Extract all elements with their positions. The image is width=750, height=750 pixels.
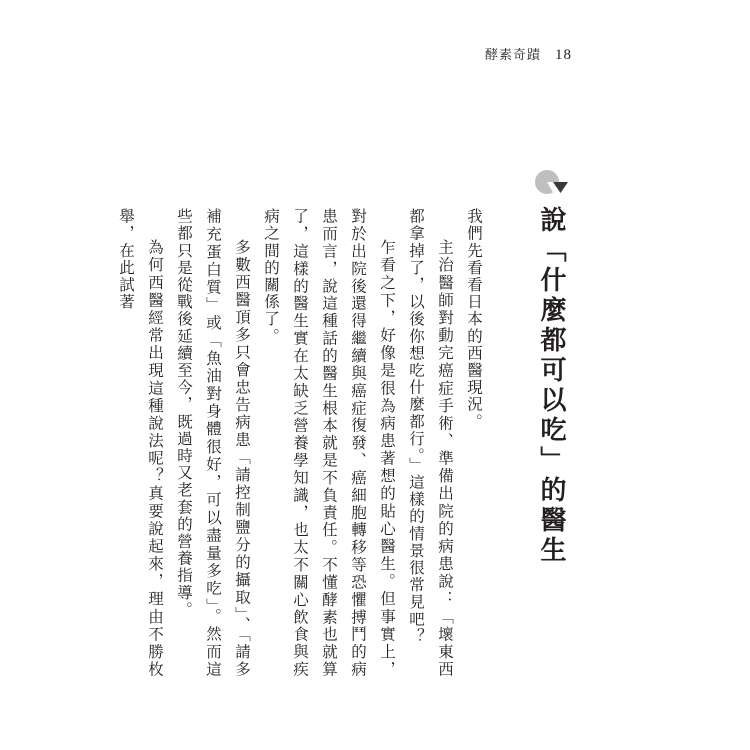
paragraph: 乍看之下，好像是很為病患著想的貼心醫生。但事實上，對於出院後還得繼續與癌症復發、癌細胞轉移等恐懼搏鬥的病患而言，說這種話的醫生根本就是不負責任。不懂酵素也就算了，這樣的醫生實在太缺乏營養學知識，也太不關心飲食與疾病之間的關係了。 — [262, 208, 396, 678]
paragraph: 主治醫師對動完癌症手術、準備出院的病患說：「壞東西都拿掉了，以後你想吃什麼都行。」這樣的情景很常見吧？ — [407, 208, 454, 678]
body-text — [117, 208, 488, 678]
page-number: 18 — [555, 47, 572, 63]
chapter-heading: 說「什麼都可以吃」的醫生 — [536, 206, 566, 566]
book-title: 酵素奇蹟 — [484, 48, 541, 63]
paragraph: 多數西醫頂多只會忠告病患「請控制鹽分的攝取」、「請多補充蛋白質」或「魚油對身體很好，可以盡量多吃」。然而這些都只是從戰後延續至今，既過時又老套的營養指導。 — [175, 208, 251, 678]
paragraph: 為何西醫經常出現這種說法呢？真要說起來，理由不勝枚舉，在此試著 — [117, 208, 164, 678]
pie-chart-icon — [534, 167, 572, 197]
paragraph: 我們先看看日本的西醫現況。 — [465, 208, 483, 431]
running-head — [485, 44, 572, 66]
